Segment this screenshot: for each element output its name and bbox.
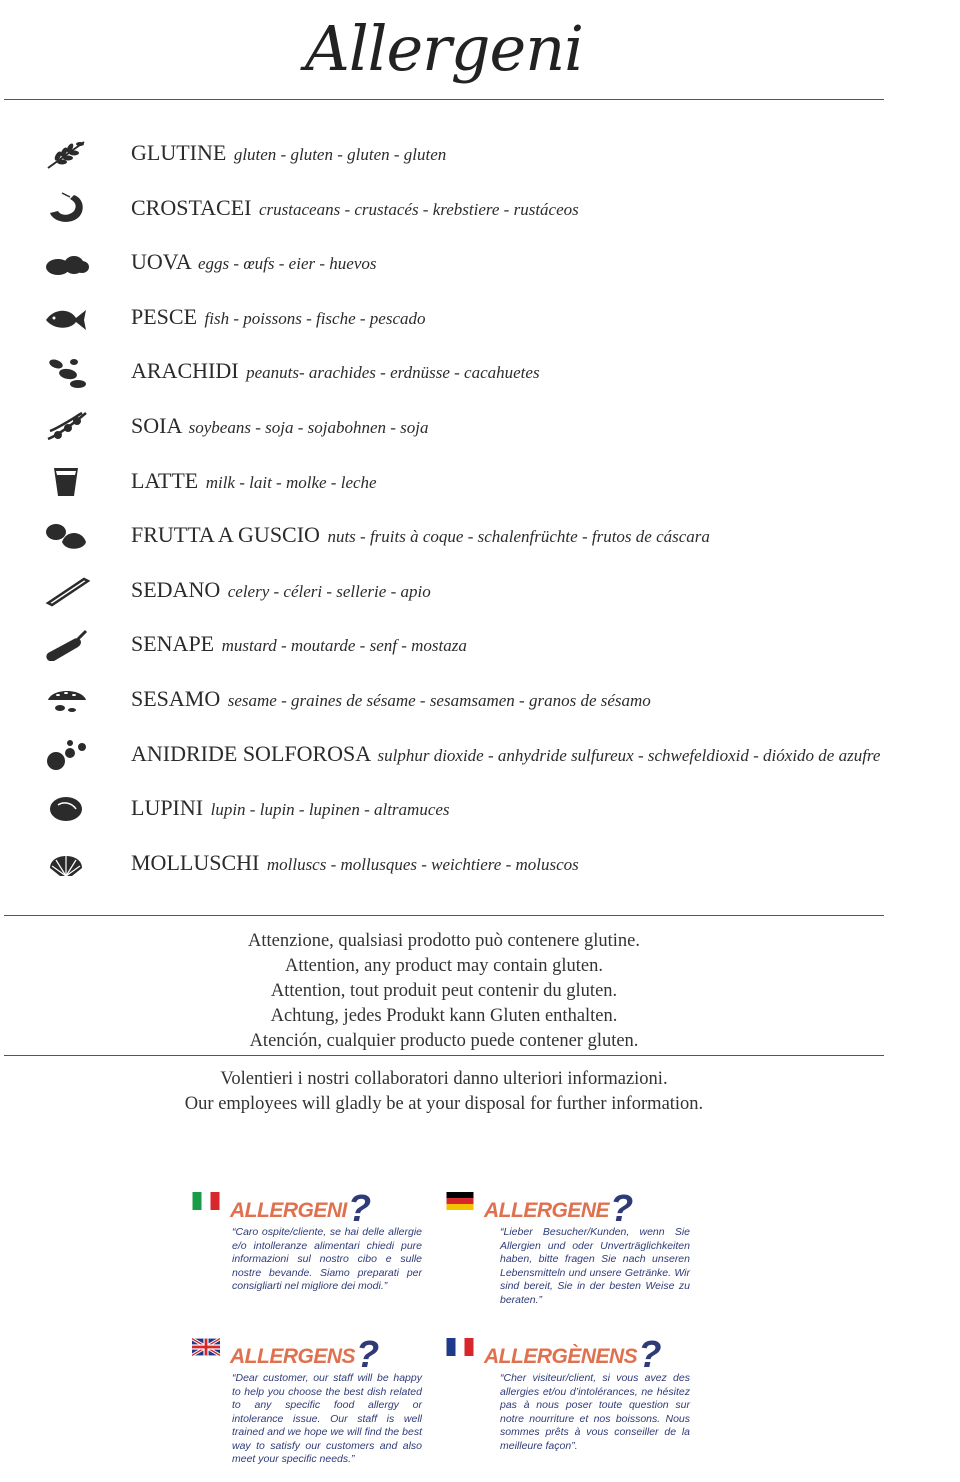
card-heading: ALLERGENI? [230,1188,371,1230]
allergen-row [0,840,960,880]
uk-flag-icon [192,1338,220,1356]
card-text: “Dear customer, our staff will be happy to help you choose the best dish related to any specific food allergy or intolerance issue. Our staff is well trained and we hope we will find the best way to satisfy our customers and also meet your specific needs.” [232,1372,422,1465]
gluten-notice: Attenzione, qualsiasi prodotto può contenere glutine. Attention, any product may contain gluten. Attention, tout produit peut contenir du gluten. Achtung, jedes Produkt kann Gluten enthalten. Atención, cualquier producto puede contener gluten. [248,931,640,1051]
peanuts-icon [44,354,90,388]
shell-icon [44,846,90,880]
card-text: “Lieber Besucher/Kunden, wenn Sie Allergien und oder Unverträglichkeiten haben, bitte fragen Sie nach unseren Lebensmitteln und unsere Getränke. Wir sind bereit, Sie in der besten Weise zu beraten.” [500,1226,690,1306]
soybean-icon [44,409,90,443]
notice-divider-top [4,915,884,916]
card-heading: ALLERGENE? [484,1188,633,1230]
info-card-en [190,1326,440,1466]
allergen-label: ANIDRIDE SOLFOROSA sulphur dioxide - anhydride sulfureux - schwefeldioxid - dióxido de azufre [131,740,881,766]
info-card-it [190,1180,440,1320]
eggs-icon [44,245,90,279]
allergen-row [0,785,960,825]
allergen-label: GLUTINE gluten - gluten - gluten - gluten [131,140,447,165]
wheat-icon [44,136,90,170]
celery-icon [44,573,90,607]
milk-glass-icon [44,464,90,498]
nuts-icon [44,518,90,552]
allergen-label: PESCE fish - poissons - fische - pescado [131,303,426,329]
mustard-icon [44,627,90,661]
allergen-label: SESAMO sesame - graines de sésame - sesamsamen - granos de sésamo [131,686,651,711]
allergen-row [0,239,960,279]
allergen-row [0,512,960,552]
sesame-icon [44,682,90,716]
notice-divider-bottom [4,1055,884,1056]
fish-icon [44,300,90,334]
allergen-label: CROSTACEI crustaceans - crustacés - krebstiere - rustáceos [131,194,579,220]
shrimp-icon [44,191,90,225]
allergen-row [0,567,960,607]
allergen-row [0,403,960,443]
title-divider [4,99,884,100]
allergen-row [0,676,960,716]
card-text: “Cher visiteur/client, si vous avez des allergies et/ou d’intolérances, ne hésitez pas à nous poser toute question sur notre nourriture et nos boissons. Nous sommes prêts à vous conseiller de la meilleure façon”. [500,1372,690,1452]
page-title: Allergeni [305,12,583,85]
allergen-label: SEDANO celery - céleri - sellerie - apio [131,576,431,602]
allergen-info-cards [190,1180,710,1480]
allergen-label: UOVA eggs - œufs - eier - huevos [131,249,377,275]
allergen-row [0,185,960,225]
card-heading: ALLERGÈNENS? [484,1334,661,1376]
italy-flag-icon [192,1192,220,1210]
allergen-row [0,731,960,771]
allergen-row [0,130,960,170]
allergen-row [0,621,960,661]
allergen-label: MOLLUSCHI molluscs - mollusques - weichtiere - moluscos [131,849,579,875]
allergen-row [0,294,960,334]
card-heading: ALLERGENS? [230,1334,379,1376]
allergen-label: SENAPE mustard - moutarde - senf - mostaza [131,631,467,657]
info-card-de [444,1180,694,1320]
card-text: “Caro ospite/cliente, se hai delle allergie e/o intolleranze alimentari chiedi pure informazioni sul nostro cibo e sulle nostre bevande. Siamo preparati per consigliarti nel migliore dei modi.” [232,1226,422,1292]
sulphur-icon [44,737,90,771]
germany-flag-icon [446,1192,474,1210]
allergen-row [0,348,960,388]
allergen-label: LUPINI lupin - lupin - lupinen - altramuces [131,795,450,821]
france-flag-icon [446,1338,474,1356]
lupin-icon [44,791,90,825]
allergen-label: SOIA soybeans - soja - sojabohnen - soja [131,413,429,438]
info-card-fr [444,1326,694,1466]
allergen-label: ARACHIDI peanuts- arachides - erdnüsse - cacahuetes [131,358,540,384]
allergen-label: LATTE milk - lait - molke - leche [131,467,377,493]
allergen-row [0,458,960,498]
allergen-label: FRUTTA A GUSCIO nuts - fruits à coque - schalenfrüchte - frutos de cáscara [131,522,710,548]
staff-notice: Volentieri i nostri collaboratori danno ulteriori informazioni. Our employees will gladly be at your disposal for further information. [184,1069,704,1114]
